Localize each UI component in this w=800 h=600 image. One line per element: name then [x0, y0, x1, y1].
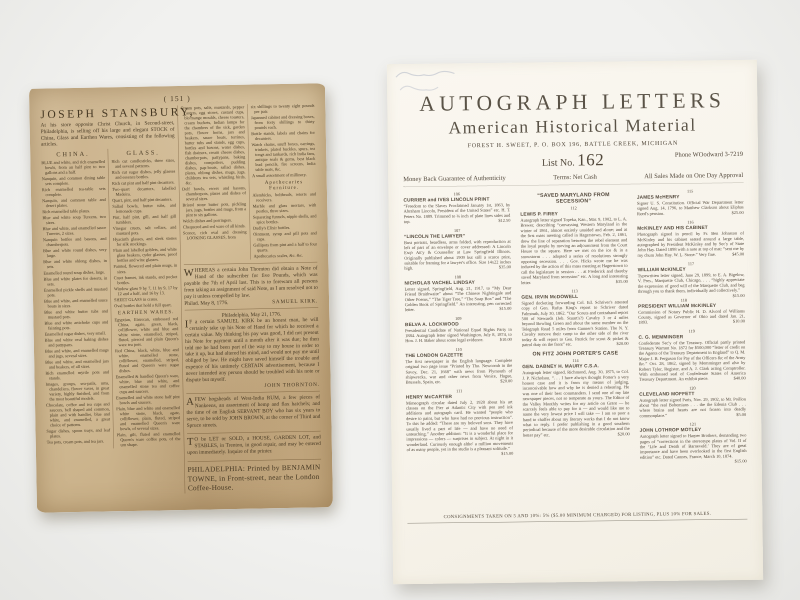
entry-number: 113: [571, 288, 578, 294]
notice-signature: SAMUEL KIRK.: [272, 298, 319, 305]
catalog-address: FOREST H. SWEET, P. O. BOX 196, BATTLE CREEK, MICHIGAN: [467, 139, 679, 149]
entry-number: 112: [570, 205, 577, 211]
list-item: Blue and white oval baking dishes and pattypans.: [44, 336, 109, 348]
list-item: Cream pots, salts, mustards, pepper casters, egg stores, custard cups, blo'mange moulds, cheese toasters, cream buckets, Indian lamps for the chambers of the sick, garden pots, flower horns, jars and beakers, sauce boats, terrines, butter tubs and stands, egg cups, bottles and basons, water dishes, fish drainers, cream cheese dishes, chamberpots, pattypans, baking dishes, compotiers, pudding dishes, pap-boats, sallad dishes, plates, oblong dishes, mugs, jugs, childrens tea sets, whistling birds, &c.: [180, 104, 246, 186]
catalog-column-1: [403, 191, 513, 498]
intro-paragraph: At his store opposite Christ Church, in Second-street, Philadelphia, is selling off his large and elegant STOCK of China, Glass and Earthen Wares, consisting of the following articles.: [40, 120, 175, 148]
catalog-entry: [639, 385, 746, 419]
list-item: Hyacinth glasses, and sleek stones for silk stockings.: [112, 235, 177, 247]
entry-price: $15.00: [501, 450, 514, 457]
list-item: Vinegar cruets, salt cellars, and mustard pots.: [112, 224, 177, 236]
list-item: Delf bowls, ewers and basons, chamberpots, plates and dishes of several sizes.: [182, 185, 246, 202]
entry-description: “Freedom to the Slaves Proclaimed January 1st, 1863, by Abraham Lincoln, President of the United States” etc. H. T. Peters No. 1889. Trimmed to ¾ inch of plate lines sides and top.: [403, 202, 511, 225]
entry-description: Autograph letter signed to Harper Brothers, demanding two pages of “corrections in the stereotype plates of Vol. II of the ‘Life and Death of Barneveld.’ They are of great importance and have been overlooked in the first English edition” etc. Dated Cannes, France, March 10, 1874.: [639, 432, 747, 460]
list-item: Blue and white butter tubs and mustard pots.: [44, 308, 108, 320]
list-item: Separating funnels, nipple shells, and spice bottles.: [252, 213, 317, 225]
consignment-note: CONSIGNMENTS TAKEN ON 5 AND 10%: 5% ($5.00 MINIMUM CHARGED) FOR LISTING, PLUS 10% FOR SALES.: [407, 511, 747, 524]
notice-signature: JOHN THORNTON.: [264, 382, 320, 389]
catalog-entry: [637, 219, 744, 258]
catalog-entry: [404, 274, 511, 313]
entry-number: 121: [689, 421, 697, 427]
guarantee-note: Money Back Guarantee of Authenticity: [403, 173, 506, 183]
list-item: Rich enamelled tea-table sets complete.: [41, 186, 106, 198]
entry-number: 111: [456, 388, 463, 394]
list-item: Alembicks, boltheads, retorts and receivers.: [252, 191, 317, 203]
catalog-column-3: [637, 188, 747, 495]
list-item: Window glass 9 by 7, 11 by 9, 17 by 12 and a half, and 16 by 13.: [113, 284, 178, 296]
list-item: Enamelled sugar dishes, very small.: [44, 330, 106, 337]
notice: [184, 308, 319, 391]
notice-body: TO be LET or SOLD, a HOUSE, GARDEN LOT, and STABLES, in Trenton, in good repair, and may be entered upon immediately. Inquire of the printer.: [186, 434, 321, 456]
list-item: Two-quart decanters, labelled Madeira.: [111, 185, 176, 197]
notice-place-date: Philad. May 8, 1776.: [184, 300, 229, 307]
entry-name: McKINLEY AND HIS CABINET: [637, 224, 708, 232]
list-item: six shillings to twenty eight pounds per pair.: [250, 102, 315, 115]
catalog-entry: [638, 297, 745, 325]
notice-body: AFEW hogsheads of West-India RUM, a few pieces of Nankeens, an assortment of hemp and flax hatchels; and the time of an English SERVANT BOY who has six years to serve, to be sold by JOHN BROWN, at the corner of Third and Spruce streets.: [186, 394, 321, 429]
entry-name: C. G. MEMMINGER: [638, 333, 684, 341]
list-item: Rich cut pint and half pint decanters.: [111, 179, 175, 186]
notice-body: IF a certain SAMUEL KIRK be an honest man, he will certainly take up his Note of Hand for which he received a certain value. My thinking his pay was good, I did not present his Note for payment until a month after it was due; he then told me he had been part of the way to my house in order to take it up, but had altered his mind, and would not pay me until obliged by law. He might have saved himself the trouble and expence of his untimely CERTAIN advertisement, because I never intended any person should be troubled with his note or dispute but myself.: [184, 317, 320, 383]
catalog-entry: [405, 346, 512, 385]
notice: [184, 262, 319, 307]
entry-price: $5.00: [736, 411, 747, 417]
entry-description: Photograph signed in pencil by Fr. Ben Johnston of McKinley and his cabinet seated around a large table, autographed by President McKinley and by Sec'y of State John Hay. Dated 1898 with a note at top of mat: “sent me by my chum John Hay. W. L. Stone.” Very fine.: [637, 230, 745, 258]
list-item: Enamelled pickle shells and mustard pots.: [43, 286, 108, 298]
list-item: Enamelled and white stone half pint bowls and saucers.: [115, 393, 180, 406]
list-item: Ointment, syrup and pill pots and caps.: [253, 230, 317, 242]
notices: [184, 262, 321, 457]
entry-price: $40.00: [733, 375, 746, 381]
entry-name: HENRY McCARTER: [405, 393, 453, 400]
list-item: Blue and white, and enamelled sauce boats in sizes.: [43, 297, 108, 309]
list-item: Painted, flowered and plain mugs, in sizes.: [113, 262, 178, 274]
entry-number: 116: [687, 219, 694, 225]
entry-name: GEN. DABNEY H. MAURY C.S.A.: [522, 363, 600, 370]
apothecaries-goods-list: [252, 191, 317, 258]
list-item: BLUE and white, and rich enamelled bowls, from an half pint to two gallons and a half.: [41, 159, 106, 176]
entry-number: 117: [687, 261, 695, 267]
list-item: Bottle stands, labels and chains for decanters.: [251, 129, 315, 142]
entry-description: Confederate Sec'y of the Treasury. Official partly printed Treasury Warrant No. 1872 for $500,000 “letter of credit on the Agents of the Treasury Department in England” to Q. M. Major J. B. Ferguson for Pay of the Officers &c of the Army &c.” Oct. 28, 1862, signed by Memminger and also by Robert Tyler, Register, and A. J. Clark acting Comptroller. With embossed seal of Confederate States of America Treasury Department. An exhibit piece.: [638, 339, 746, 382]
catalog-entry: [405, 388, 514, 457]
entry-price: $35.00: [498, 264, 512, 270]
entry-price: $20.00: [500, 378, 513, 384]
newspaper-content: [29, 83, 333, 513]
list-item: Blue and white, and enamelled sauce Tureens, 2 sizes.: [42, 225, 107, 237]
list-number-value: 162: [577, 150, 605, 170]
entry-number: 108: [454, 274, 461, 280]
list-item: Plain, gilt, fluted and enamelled Queen's ware coffee pots, of the urn shape.: [116, 431, 181, 448]
entry-number: 109: [455, 315, 462, 321]
column-heading-china: CHINA.: [56, 150, 90, 158]
list-item: Red China, black, white, blue and white, enamelled stone, colliflower, enamelled, striped, fluted and Queen's ware sugar dishes.: [115, 346, 180, 374]
phone-number: Phone WOodward 3-7219: [674, 149, 744, 159]
masthead: JOSEPH STANSBURY,: [40, 105, 196, 121]
list-item: Japanned cabinet and dressing boxes, from forty shillings to thirty pounds each.: [250, 113, 315, 131]
page-number: ( 151 ): [163, 94, 191, 104]
list-item: Rich cut sugar dishes, jelly glasses and essence bottles.: [111, 168, 176, 180]
sundries-column: [181, 104, 248, 261]
newspaper-page: [29, 83, 333, 513]
list-item: Rich cut candlesticks, three sizes, and several patterns.: [111, 157, 176, 169]
list-item: Pint, half pint, gill, and half gill tumblers.: [112, 213, 177, 225]
newspaper-right-half: [181, 103, 322, 494]
catalog-page: [387, 60, 763, 584]
approval-note: All Sales Made on One Day Approval: [644, 170, 744, 180]
entry-number: 118: [680, 297, 687, 303]
entry-description: Autograph letter signed Paris, Nov. 29, 1902, to Mr. Poillon about “the real Bohemians . . . the the Edenia Club . . . where brains and hearts are not frozen into deadly commonplace.”: [639, 396, 747, 419]
catalog-entry: [404, 227, 511, 271]
catalog-column-2: [520, 189, 630, 496]
entry-price: $15.00: [499, 305, 512, 312]
list-item: Sugar dishes, spoon trays, and leaf plates.: [46, 427, 111, 439]
list-item: Chocolate, coffee and tea cups and saucers, bell shaped and common, plain and with handles, blue and white, and enamelled, a great choice of patterns.: [45, 401, 110, 428]
entry-name: PRESIDENT WILLIAM McKINLEY: [638, 302, 717, 309]
millinery-column: [251, 103, 318, 260]
china-column: [41, 149, 110, 450]
entry-price: $20.00: [617, 431, 630, 437]
subheading-earthen-wares: EARTHEN WARES.: [117, 308, 175, 316]
catalog-entry: [637, 188, 744, 216]
list-item: Sconce, rich oval and dressing LOOKING GLASSES, from: [182, 229, 247, 241]
list-item: Dudly's Elixir bottles.: [253, 225, 291, 231]
entry-name: GEN. IRVIN McDOWELL: [521, 293, 579, 301]
list-item: Rich enamelled table plates.: [42, 208, 91, 215]
notice-dateline: Philadelphia, May 21, 1776.: [221, 311, 282, 319]
entry-price: $15.00: [732, 292, 745, 298]
entry-number: 110: [455, 346, 462, 352]
entry-description: Autograph letter signed, Richmond, Aug. 30, 1875, to Col. J. P. Nicholson. “. . . I have always thought Porter's a very honest case and it is from my means of judging, inconceivable how and why he is denied a rehearing. He was one of their best commanders. I send one of my late newspaper pieces, not so temperate as yours. The Editor of the Valley Monthly writes for my article on Grant — he scarcely feels able to pay for it — and would like me to name the very lowest price I will take — I am so poor a hand to chaffer about my literary works that I do not know what to reply. I prefer publishing in a good southern periodical because of the more desirable circulation and the better pay” etc.: [522, 368, 630, 438]
section-heading: “SAVED MARYLAND FROM SECESSION”: [537, 191, 610, 205]
entry-description: Autograph letter signed Topeka, Kan., Mar. 9, 1902, to L. A. Brewer, describing “canvassing Western Maryland in the winter of 1861, almost entirely unaided and alone; and at the first mass meeting called in Hagerstown, Feb. 2, 1861, drew the line of separation between the rebel element and the loyal people by moving an adjournment from the Court House to the square. Here we met on the ice & in a snowstorm . . . adopted a series of resolutions strongly opposing secession. . . . Gov. Hicks wrote me he was induced by the action of this mass meeting at Hagerstown to call the legislature in session . . . at Frederick and thereby saved Maryland from secession” etc. A long and interesting letter.: [520, 216, 628, 285]
entry-description: Mimeograph circular dated July 2, 1928 about his art classes on the Pier at Atlantic City with pen and ink additions and autograph card. He wanted “people who desire to paint, but who have had no previous instruction”. To this he added: “These are my beloved sons. They have usually lived a part of life — and have no need of unteaching.” Another addition: “It is a wonderful place for impressions — colors — surprises in subject. At night in it wonderland. Curiously enough altho' a million movements of as many people, yet in the studio is a pleasant solitude.”: [405, 399, 514, 453]
list-item: Images, groups, sea-pails, urns, chandeliers, flower vases, in great variety, highly finished, and from the most beautiful models.: [45, 380, 110, 402]
list-item: Blue and white oblong dishes, in sets.: [43, 258, 107, 270]
sundries-goods-list: [181, 104, 247, 240]
entry-description: Typewritten letter signed, June 29, 1899, to E. A. Bigelow, V. Pres., Marquette Club, Chicago, . . . “highly appreciate the expression of good will of the Marquette Club, and beg through you to thank them, individually and collectively.”: [637, 271, 745, 294]
entry-number: 115: [686, 188, 694, 194]
china-goods-list: [41, 159, 110, 445]
notice: [187, 431, 321, 457]
entry-number: 120: [689, 385, 696, 391]
section-heading: ON FITZ JOHN PORTER'S CASE: [532, 350, 619, 358]
list-item: Blue and white, and enamelled jars and beakers, of all sizes.: [45, 358, 109, 370]
list-item: SHEET GLASS in crates.: [114, 296, 159, 303]
catalog-columns: [403, 188, 747, 498]
list-item: Blue and white plates for deserts, in sets.: [43, 275, 108, 287]
list-item: Blue and white soup Tureens, two sizes.: [42, 214, 107, 226]
newspaper-left-half: [40, 105, 196, 497]
list-item: Nanquin, and common table and desert plates.: [42, 197, 106, 209]
entry-price: $25.00: [731, 209, 744, 215]
list-item: Apothecaries scales, &c. &c.: [253, 252, 303, 259]
notice: [186, 391, 320, 430]
list-item: Sallad bowls, butter tubs, and lemonade cups.: [112, 202, 177, 214]
catalog-subtitle: American Historical Material: [448, 115, 697, 138]
entry-name: CURRIER and IVES LINCOLN PRINT: [403, 196, 490, 204]
entry-description: Letter signed, Springfield, Aug. 21, 1917, to “My Dear Friend Braithwaite” about “The Chinese Nightingale and Other Poems,” “The Tiger Tree,” “The Soap Box” and “The Golden Book of Springfield.” An interesting, pen corrected letter.: [404, 285, 512, 313]
entry-name: WILLIAM McKINLEY: [637, 266, 686, 273]
entry-price: $10.00: [499, 336, 512, 343]
entry-description: Signer U. S. Constitution. Official War Department letter signed Aug. 14, 1796, to Matthew Clarkson about Eliphas Reed's pension.: [636, 199, 744, 217]
notice-body: WHEREAS a certain John Thornton did obtain a Note of Hand of the subscriber for five Pounds, which was payable the 7th of April last. This is to forewarn all persons from taking an assignment of said Note, as I am resolved not to pay it unless compelled by law.: [183, 265, 318, 300]
list-item: Cruet frames, ink stands, and pocket bottles.: [113, 273, 178, 285]
catalog-entry: [637, 260, 745, 298]
entry-price: $15.00: [734, 458, 747, 464]
list-item: Gallipots from pint and a half to four quarts.: [253, 241, 318, 253]
list-item: Welch dishes and porringers.: [182, 217, 233, 224]
catalog-entry: [521, 288, 628, 347]
glass-goods-list: [111, 158, 177, 308]
catalog-entry: [639, 421, 747, 464]
list-item: Tea pots, cream pots, and tea jars.: [46, 438, 105, 445]
printer-imprint: PHILADELPHIA: Printed by BENJAMIN TOWNE, in Front-street, near the London Coffee-House.: [187, 459, 321, 494]
list-item: Quart, pint, and half pint decanters.: [112, 196, 173, 203]
entry-name: JAMES McHENRY: [636, 194, 680, 201]
glass-column: [111, 148, 180, 449]
list-item: Bristol stone butter pots, pickling jars, jugs, bottles and mugs, from a pint to six gallons.: [182, 201, 247, 218]
entry-price: $10.00: [732, 318, 746, 324]
earthen-goods-list: [114, 316, 180, 447]
pencil-inscription: [391, 65, 476, 106]
entry-number: 107: [453, 227, 461, 233]
entry-description: Presidential Candidate of National Equal Rights Party in 1884. Autograph letter signed Washington, July 8, 1874, to Hon. J. H. Baker about some legal evidence.: [405, 326, 512, 344]
entry-name: CLEVELAND MOFFETT: [639, 390, 695, 398]
catalog-title: AUTOGRAPH LETTERS: [419, 88, 726, 116]
entry-description: Bust portrait, beardless, arms folded, with reproduction at left of part of an envelope or cover addressed: A Lincoln Esq'r Att'y & Counsellor at Law Springfield Illinois. Originally published about 1909 but still a scarce print, suitable for framing for a lawyer's office. Size 14x22 inches high.: [403, 238, 511, 271]
list-number-label: List No.: [541, 156, 575, 169]
entry-description: Signed docketing forwarding Col. Ed. Schriver's attested copy of Gen. Rufus King's report to Schriver dated Falmouth, July 30, 1862. “Our Scouts and contraband report 500 of Stewards (Jeb. Stuart's?) Cavalry 3 or 4 miles beyond Bowling Green and about the same number on the Telegraph Road 5 miles from Gunner's Station. The N. Y. Cavalry remove their camp to the other side of the river today & will report to Gen. Patrick for scout & picket & patrol duty on the front” etc.: [521, 299, 629, 348]
entry-name: THE LONDON GAZETTE: [405, 352, 464, 359]
list-item: Nanquin, and common dining table sets complete.: [41, 175, 106, 187]
terms-note: Terms: Net Cash: [553, 172, 597, 181]
list-item: Blue and white round dishes, very large.: [43, 247, 107, 259]
entry-price: $45.00: [732, 251, 745, 257]
list-item: Watch chains, snuff boxes, earrings, trinkets, plated buckles, spurs, tea tongs and tankards, rich India fans, antique seals & gems, best black lead pencils, fire screens, India table mats, &c.: [251, 140, 316, 173]
catalog-entry: [638, 328, 745, 382]
entry-number: 106: [453, 191, 460, 197]
entry-price: $35.00: [615, 278, 628, 284]
catalog-entry: [522, 350, 630, 438]
entry-description: Commission of Notary Public H. D. Alvord of Williams County, signed as Governor of Ohio and dated Jan. 21, 1893.: [638, 308, 745, 325]
entry-price: $12.50: [498, 217, 511, 223]
list-item: Enamelled & handled Queen's ware, white, blue and white, and enamelled stone tea and coffee cups and saucers.: [115, 372, 180, 395]
list-item: Blue and white artichoke cups and fainting pots.: [44, 319, 109, 331]
entry-name: “LINCOLN THE LAWYER”: [403, 233, 466, 240]
catalog-entry: [405, 315, 512, 343]
list-item: Blue and white, and enamelled mugs and jugs, several sizes.: [44, 347, 109, 359]
entry-description: The first newspaper in the English language. Complete original two page issue “Printed by Tho. Newcomb in the Savoy, Dec. 21, 1668” with news from Plymouth of shipwrecks, war and other news from Venice, Hague, Brussels, Spain, etc.: [405, 357, 513, 385]
catalog-entry: [520, 191, 628, 285]
catalog-entry: [403, 191, 510, 225]
list-item: Oval bottles that hold a full quart.: [114, 301, 172, 309]
subheading-apothecaries: Apothecaries Furniture.: [264, 179, 304, 191]
list-item: Plain, blue and white and enamelled white stone, black, agate, colliflower, plain, fluted, striped and enamelled Queen's ware bowls, of several sizes.: [116, 404, 181, 432]
entry-name: BELVA A. LOCKWOOD: [404, 321, 459, 328]
millinery-goods-list: [251, 103, 316, 178]
entry-name: JOHN LOTHROP MOTLEY: [639, 427, 702, 434]
catalog-content: [387, 60, 763, 584]
entry-name: NICHOLAS VACHEL LINDSAY: [404, 279, 475, 286]
column-heading-glass: GLASS.: [126, 148, 160, 157]
list-item: Egyptian, Etruscan, embossed red China, agate, green, black, colliflower, white and blue and white stone, enamelled, striped, fluted, pierced and plain Queen's ware tea pots.: [114, 315, 179, 348]
entry-price: $20.00: [616, 340, 629, 346]
list-item: A small assortment of millinery.: [251, 172, 307, 179]
list-item: Enamelled round soup dishes, large.: [43, 269, 106, 276]
list-item: Marble and glass mortars, with pestles, three sizes.: [252, 202, 317, 214]
list-item: Chequered and red ware of all kinds.: [182, 223, 246, 230]
entry-number: 114: [572, 358, 579, 364]
entry-name: LEWIS P. FIREY: [520, 211, 559, 218]
entry-number: 119: [688, 328, 695, 334]
list-item: Plain and labelled goblets, and white glass beakers, cyder glasses, proof bottles and wine glasses.: [113, 246, 177, 263]
list-item: Nanquin bottles and basons, and chamberpots.: [42, 236, 107, 248]
list-item: Rich enamelled myrtle pots and stands.: [45, 369, 110, 381]
